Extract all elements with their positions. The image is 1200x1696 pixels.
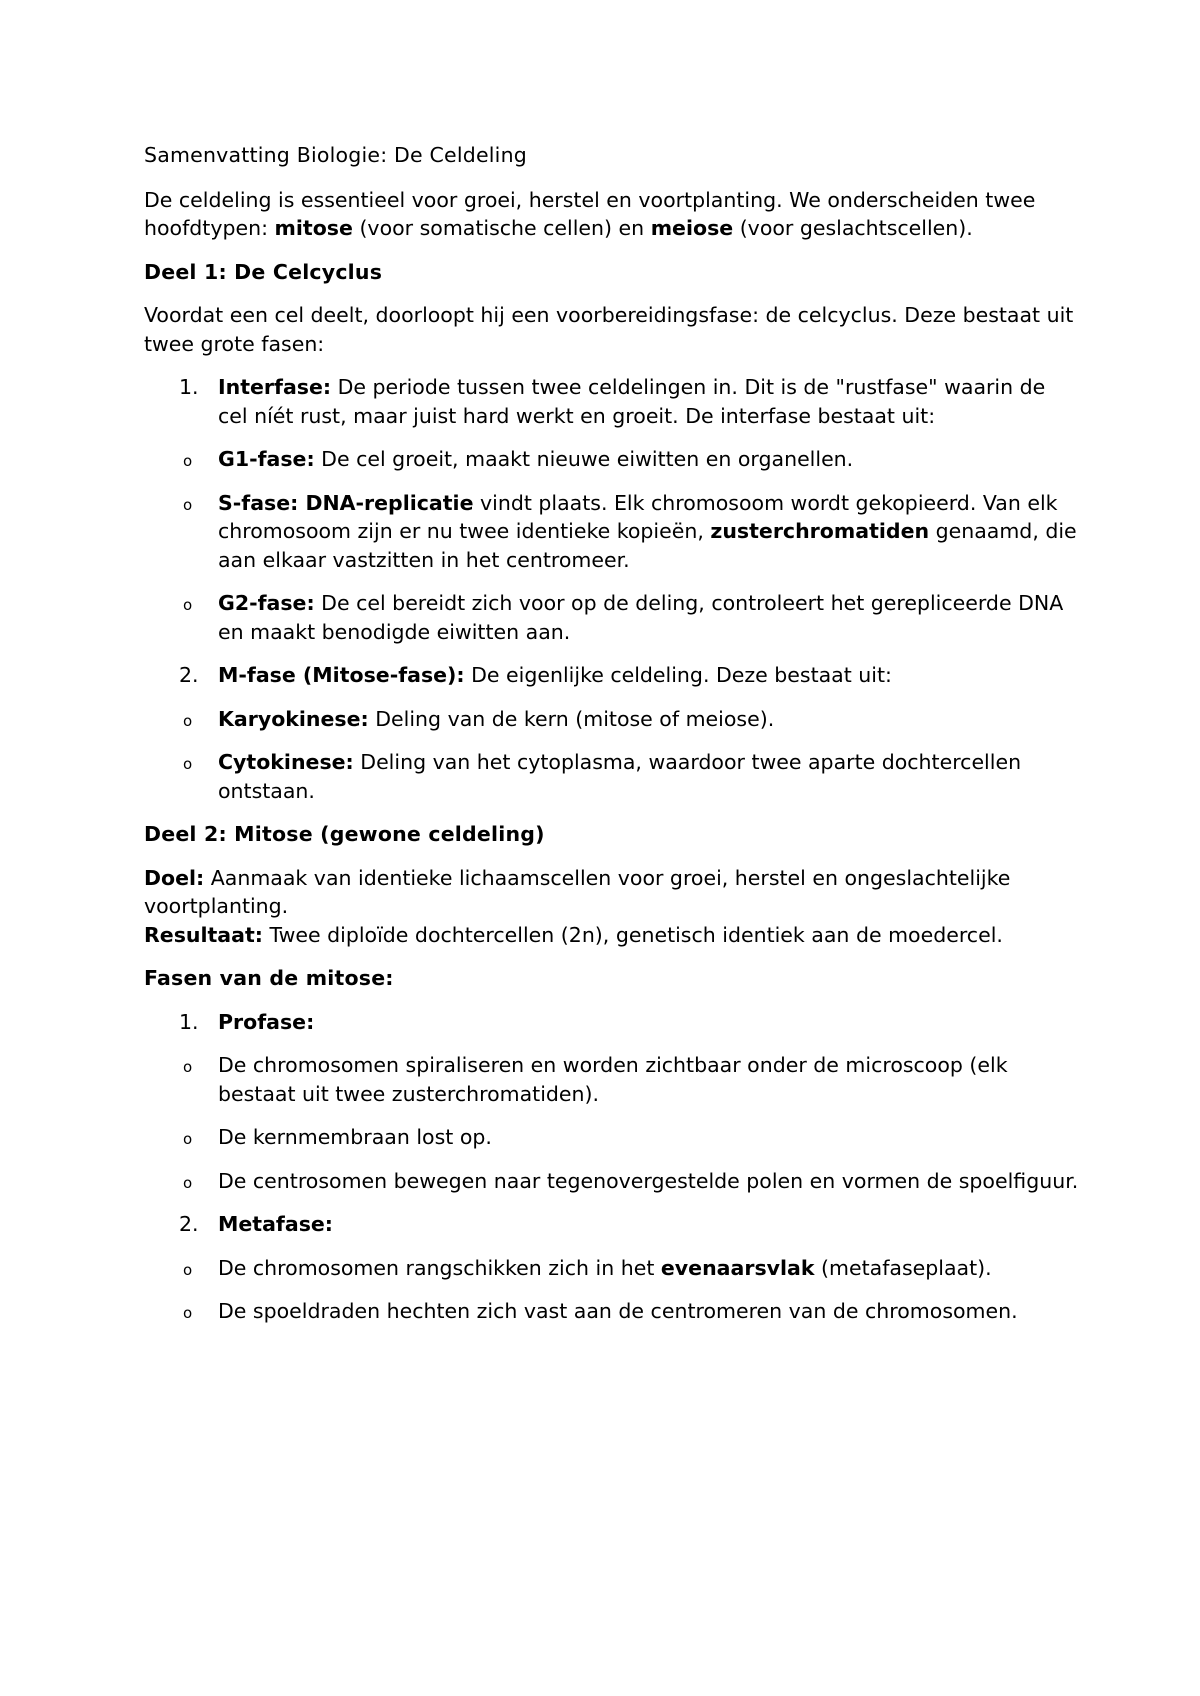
s-text: vindt plaats. Elk chromosoom wordt gekopieerd. Van elk chromosoom zijn er nu twee identieke kopieën, — [218, 490, 1058, 543]
section-heading-deel2: Deel 2: Mitose (gewone celdeling) — [144, 822, 545, 846]
evenaarsvlak-label: evenaarsvlak — [660, 1255, 815, 1280]
intro-text-3: (voor geslachtscellen). — [733, 216, 973, 240]
g2-label: G2-fase: — [218, 591, 315, 615]
list-item-metafase — [144, 1210, 1079, 1326]
metafase-text-2: De spoeldraden hechten zich vast aan de centromeren van de chromosomen. — [218, 1299, 1018, 1323]
sub-item-cytokinese — [183, 748, 1079, 805]
celcyclus-list — [144, 373, 1079, 805]
bullet-icon: o — [183, 1173, 193, 1192]
section-heading-deel1: Deel 1: De Celcyclus — [144, 259, 383, 284]
doel-label: Doel: — [144, 865, 205, 890]
sub-item-g2 — [183, 589, 1079, 646]
mitose-fasen-list — [144, 1008, 1079, 1326]
interfase-sublist — [183, 445, 1079, 646]
bullet-icon: o — [183, 1058, 193, 1076]
document-title: Samenvatting Biologie: De Celdeling — [144, 143, 527, 167]
metafase-text-1c: (metafaseplaat). — [814, 1255, 992, 1280]
list-number: 2. — [179, 1212, 199, 1236]
bullet-icon: o — [183, 711, 193, 730]
profase-text — [218, 1008, 1079, 1037]
profase-text-3: De centrosomen bewegen naar tegenovergestelde polen en vormen de spoelfiguur. — [218, 1168, 1079, 1193]
deel1-intro: Voordat een cel deelt, doorloopt hij een voorbereidingsfase: de celcyclus. Deze bestaat uit twee grote fasen: — [144, 303, 1074, 356]
list-number: 2. — [179, 663, 199, 687]
fasen-heading: Fasen van de mitose: — [144, 966, 394, 990]
intro-paragraph — [144, 186, 1079, 243]
sub-item-g1 — [183, 445, 1079, 474]
list-number: 1. — [179, 1009, 199, 1034]
doel-text: Aanmaak van identieke lichaamscellen voor groei, herstel en ongeslachtelijke voortplanting. — [144, 865, 1011, 918]
cytokinese-text: Deling van het cytoplasma, waardoor twee aparte dochtercellen ontstaan. — [218, 750, 1022, 803]
g1-label: G1-fase: — [218, 447, 315, 471]
document-content — [144, 141, 1079, 1341]
bullet-icon: o — [183, 495, 193, 514]
sub-item-profase-2 — [183, 1123, 1079, 1152]
interfase-label: Interfase: — [218, 375, 332, 399]
s-label: S-fase: DNA-replicatie — [218, 490, 474, 515]
bullet-icon: o — [183, 596, 193, 614]
m-fase-description: De eigenlijke celdeling. Deze bestaat uit: — [464, 663, 892, 687]
profase-sublist — [183, 1051, 1079, 1195]
intro-bold-mitose: mitose — [274, 216, 353, 240]
resultaat-label: Resultaat: — [144, 922, 263, 947]
m-fase-sublist — [183, 705, 1079, 806]
g2-text: De cel bereidt zich voor op de deling, controleert het gerepliceerde DNA en maakt benodigde eiwitten aan. — [218, 591, 1064, 644]
zusterchromatiden-label: zusterchromatiden — [710, 519, 930, 543]
bullet-icon: o — [183, 755, 193, 773]
list-item-profase — [144, 1008, 1079, 1196]
intro-bold-meiose: meiose — [650, 216, 734, 240]
sub-item-metafase-1 — [183, 1254, 1079, 1283]
interfase-description: De periode tussen twee celdelingen in. Dit is de "rustfase" waarin de cel níét rust, maar juist hard werkt en groeit. De interfase bestaat uit: — [218, 375, 1046, 428]
bullet-icon: o — [183, 1260, 193, 1279]
bullet-icon: o — [183, 1130, 193, 1148]
list-item-m-fase — [144, 661, 1079, 805]
s-text-2: genaamd, die aan elkaar vastzitten in het centromeer. — [218, 519, 1077, 572]
sub-item-profase-1 — [183, 1051, 1079, 1108]
karyokinese-label: Karyokinese: — [218, 706, 369, 731]
cytokinese-label: Cytokinese: — [218, 750, 354, 774]
sub-item-profase-3 — [183, 1167, 1079, 1196]
metafase-label: Metafase: — [218, 1212, 333, 1236]
sub-item-metafase-2 — [183, 1297, 1079, 1326]
resultaat-text: Twee diploïde dochtercellen (2n), genetisch identiek aan de moedercel. — [262, 922, 1003, 947]
profase-text-1: De chromosomen spiraliseren en worden zichtbaar onder de microscoop (elk bestaat uit twee zusterchromatiden). — [218, 1053, 1008, 1106]
list-item-interfase — [144, 373, 1079, 646]
bullet-icon: o — [183, 452, 193, 470]
karyokinese-text: Deling van de kern (mitose of meiose). — [368, 706, 775, 731]
sub-item-s — [183, 489, 1079, 575]
profase-label: Profase: — [218, 1009, 315, 1034]
intro-text-1: De celdeling is essentieel voor groei, herstel en voortplanting. We onderscheiden twee hoofdtypen: — [144, 187, 1036, 240]
m-fase-label: M-fase (Mitose-fase): — [218, 663, 465, 687]
interfase-text — [218, 373, 1079, 430]
doel-resultaat-paragraph — [144, 864, 1079, 950]
g1-text: De cel groeit, maakt nieuwe eiwitten en organellen. — [314, 447, 854, 471]
metafase-text-1a: De chromosomen rangschikken zich in het — [218, 1255, 661, 1280]
profase-text-2: De kernmembraan lost op. — [218, 1125, 492, 1149]
metafase-text — [218, 1210, 1079, 1239]
sub-item-karyokinese — [183, 705, 1079, 734]
intro-text-2: (voor somatische cellen) en — [352, 216, 651, 240]
m-fase-text — [218, 661, 1079, 690]
metafase-sublist — [183, 1254, 1079, 1326]
list-number: 1. — [179, 375, 199, 399]
bullet-icon: o — [183, 1304, 193, 1322]
